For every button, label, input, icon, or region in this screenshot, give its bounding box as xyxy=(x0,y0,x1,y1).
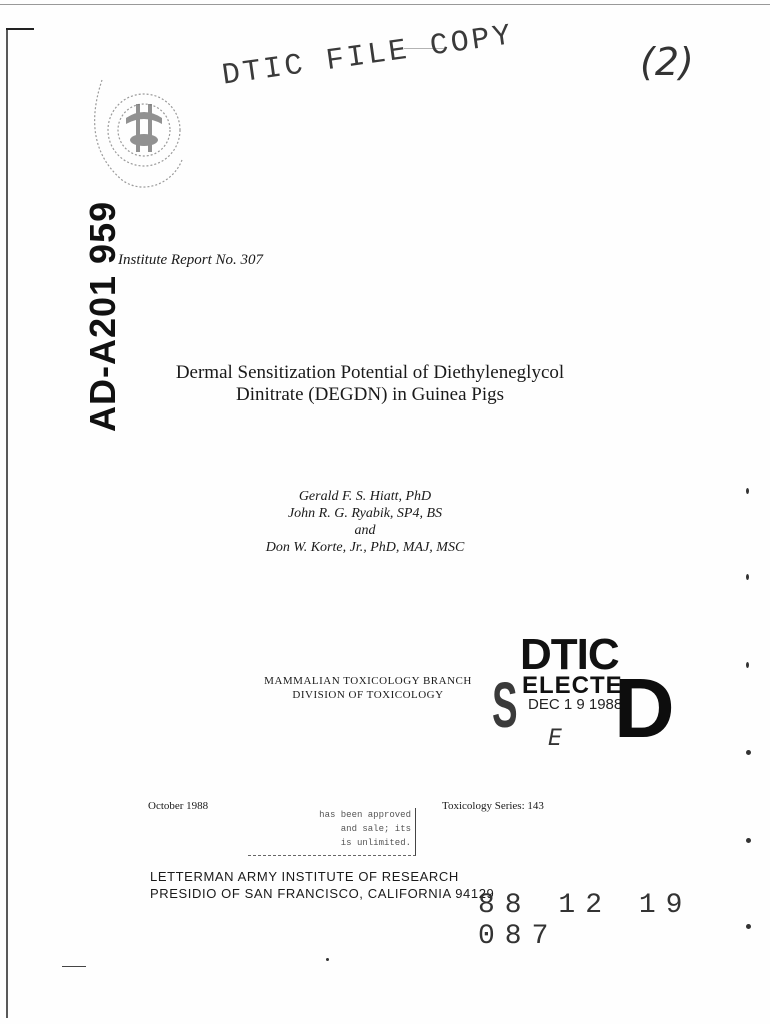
scan-speck xyxy=(746,750,751,755)
institute-address xyxy=(150,868,494,902)
author-2: John R. G. Ryabik, SP4, BS xyxy=(287,506,443,521)
electe-stamp-d: D xyxy=(614,661,675,755)
toxicology-series: Toxicology Series: 143 xyxy=(442,800,544,812)
dtic-stamp-word: DTIC xyxy=(520,630,619,679)
report-date: October 1988 xyxy=(148,800,209,812)
scan-speck xyxy=(746,662,749,668)
scan-speck xyxy=(746,488,749,494)
author-3: Don W. Korte, Jr., PhD, MAJ, MSC xyxy=(265,540,465,555)
file-copy-stamp: DTIC FILE COPY xyxy=(220,19,516,94)
scan-top-edge xyxy=(0,4,770,5)
author-1: Gerald F. S. Hiatt, PhD xyxy=(298,489,432,504)
report-title xyxy=(150,362,590,406)
scan-speck xyxy=(746,924,751,929)
scan-speck xyxy=(62,966,86,967)
electe-stamp-date: DEC 1 9 1988 xyxy=(528,696,623,713)
army-seal-emblem xyxy=(82,70,192,200)
scan-left-border xyxy=(6,28,8,1018)
branch-name: MAMMALIAN TOXICOLOGY BRANCH xyxy=(264,675,472,687)
handwritten-initials: E xyxy=(548,726,562,751)
report-title-line-1: Dermal Sensitization Potential of Diethyleneglycol xyxy=(175,362,565,383)
document-control-number: 88 12 19 087 xyxy=(478,890,693,952)
institute-location: PRESIDIO OF SAN FRANCISCO, CALIFORNIA 94129 xyxy=(150,886,495,901)
division-name: DIVISION OF TOXICOLOGY xyxy=(292,689,444,701)
approval-line-3: is unlimited. xyxy=(340,838,411,848)
institute-name: LETTERMAN ARMY INSTITUTE OF RESEARCH xyxy=(150,869,459,884)
electe-stamp-word: ELECTE xyxy=(522,672,623,699)
electe-stamp-s: S xyxy=(492,669,518,741)
organization-branch xyxy=(248,674,488,702)
scan-speck xyxy=(326,958,329,961)
scan-speck xyxy=(404,48,444,49)
scan-speck xyxy=(746,574,749,580)
scan-corner-mark xyxy=(6,28,34,30)
report-number: Institute Report No. 307 xyxy=(118,252,263,268)
author-conjunction: and xyxy=(354,523,376,538)
author-list xyxy=(200,488,530,556)
scan-speck xyxy=(746,838,751,843)
accession-number: AD-A201 959 xyxy=(82,200,123,432)
release-approval-stamp xyxy=(248,808,416,856)
report-title-line-2: Dinitrate (DEGDN) in Guinea Pigs xyxy=(235,384,505,405)
handwritten-copy-number: (2) xyxy=(640,40,694,84)
approval-line-2: and sale; its xyxy=(340,824,411,834)
approval-line-1: has been approved xyxy=(319,810,411,820)
